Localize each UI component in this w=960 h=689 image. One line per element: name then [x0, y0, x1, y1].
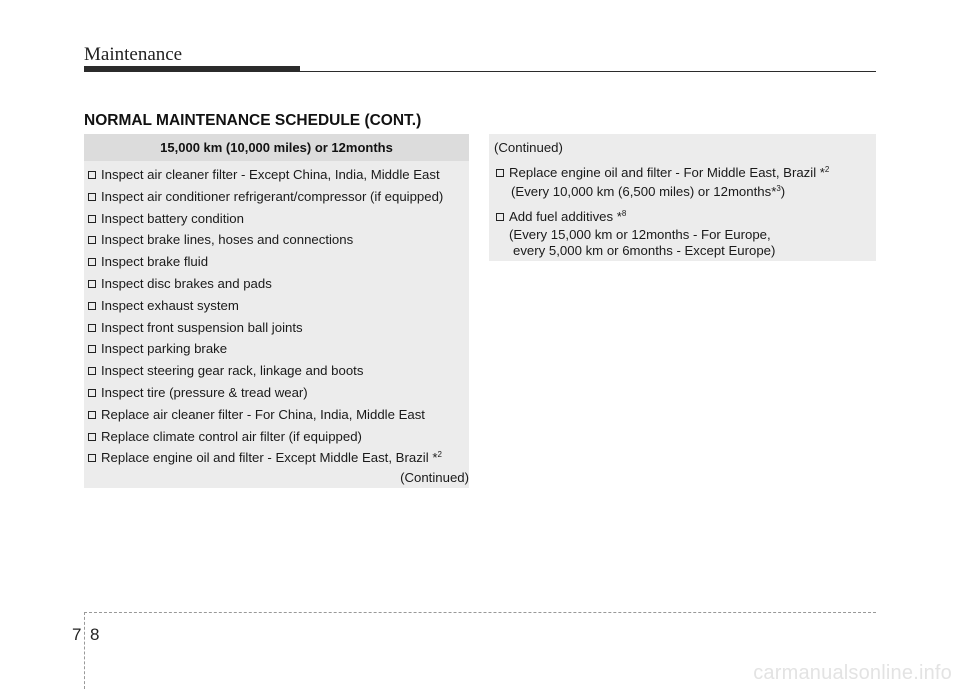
schedule-item-text: Inspect disc brakes and pads	[101, 275, 272, 291]
schedule-item	[88, 404, 469, 426]
schedule-item	[88, 251, 469, 273]
schedule-item	[496, 165, 829, 180]
schedule-item-text: Inspect brake fluid	[101, 254, 209, 270]
section-title: NORMAL MAINTENANCE SCHEDULE (CONT.)	[84, 112, 422, 129]
schedule-item	[88, 426, 469, 448]
schedule-item-text: Inspect parking brake	[101, 341, 228, 357]
checkbox-icon	[88, 345, 96, 353]
schedule-item	[88, 338, 469, 360]
page-number-chapter: 7	[72, 625, 82, 644]
schedule-list	[84, 161, 469, 469]
schedule-item	[88, 229, 469, 251]
schedule-item-text: Inspect exhaust system	[101, 297, 239, 313]
checkbox-icon	[88, 302, 96, 310]
checkbox-icon	[88, 193, 96, 201]
running-head: Maintenance	[84, 44, 183, 65]
schedule-item-note: every 5,000 km or 6months - Except Europe)	[513, 243, 776, 258]
checkbox-icon	[88, 324, 96, 332]
schedule-item	[496, 209, 626, 224]
schedule-item-text: Inspect tire (pressure & tread wear)	[101, 384, 308, 400]
schedule-item-text: Replace engine oil and filter - Except Middle East, Brazil *	[101, 450, 438, 466]
checkbox-icon	[88, 171, 96, 179]
header-bar	[84, 66, 300, 72]
schedule-item-text: Add fuel additives *	[509, 209, 622, 224]
checkbox-icon	[88, 236, 96, 244]
schedule-item	[88, 382, 469, 404]
schedule-item	[88, 186, 469, 208]
schedule-item	[88, 208, 469, 230]
header-rule	[300, 71, 876, 72]
watermark: carmanualsonline.info	[753, 662, 952, 684]
schedule-item	[88, 273, 469, 295]
schedule-item-note: (Every 15,000 km or 12months - For Europe,	[509, 227, 771, 242]
schedule-item-text: Replace climate control air filter (if equipped)	[101, 428, 362, 444]
schedule-item	[88, 295, 469, 317]
schedule-item-text: Replace air cleaner filter - For China, India, Middle East	[101, 406, 425, 422]
footnote-marker: 2	[824, 165, 830, 174]
schedule-item	[88, 447, 469, 469]
footer-divider	[84, 612, 85, 689]
footer-rule	[84, 612, 876, 613]
checkbox-icon	[496, 213, 504, 221]
note-text: )	[780, 184, 786, 199]
schedule-item	[88, 360, 469, 382]
page-number-page: 8	[90, 625, 100, 644]
schedule-item-text: Inspect front suspension ball joints	[101, 319, 303, 335]
note-text: (Every 10,000 km (6,500 miles) or 12months*	[511, 184, 777, 199]
continued-label: (Continued)	[400, 470, 469, 485]
checkbox-icon	[88, 454, 96, 462]
schedule-item-text: Inspect brake lines, hoses and connections	[101, 232, 354, 248]
schedule-item	[88, 164, 469, 186]
checkbox-icon	[88, 411, 96, 419]
interval-heading: 15,000 km (10,000 miles) or 12months	[84, 134, 469, 161]
checkbox-icon	[88, 433, 96, 441]
checkbox-icon	[88, 389, 96, 397]
checkbox-icon	[88, 280, 96, 288]
schedule-item-text: Inspect air conditioner refrigerant/compressor (if equipped)	[101, 188, 444, 204]
checkbox-icon	[88, 367, 96, 375]
schedule-item-text: Inspect battery condition	[101, 210, 244, 226]
checkbox-icon	[88, 215, 96, 223]
continued-label: (Continued)	[494, 140, 563, 155]
schedule-item-text: Replace engine oil and filter - For Middle East, Brazil *	[509, 165, 825, 180]
schedule-panel-left	[84, 134, 469, 488]
checkbox-icon	[496, 169, 504, 177]
schedule-panel-right	[489, 134, 876, 261]
schedule-item-text: Inspect steering gear rack, linkage and boots	[101, 363, 364, 379]
footnote-marker: 2	[437, 450, 442, 460]
schedule-item	[88, 317, 469, 339]
schedule-item-text: Inspect air cleaner filter - Except China, India, Middle East	[101, 167, 440, 182]
checkbox-icon	[88, 258, 96, 266]
footnote-marker: 8	[621, 209, 627, 218]
schedule-item-note	[511, 184, 785, 199]
footnote-marker: 3	[776, 184, 781, 193]
